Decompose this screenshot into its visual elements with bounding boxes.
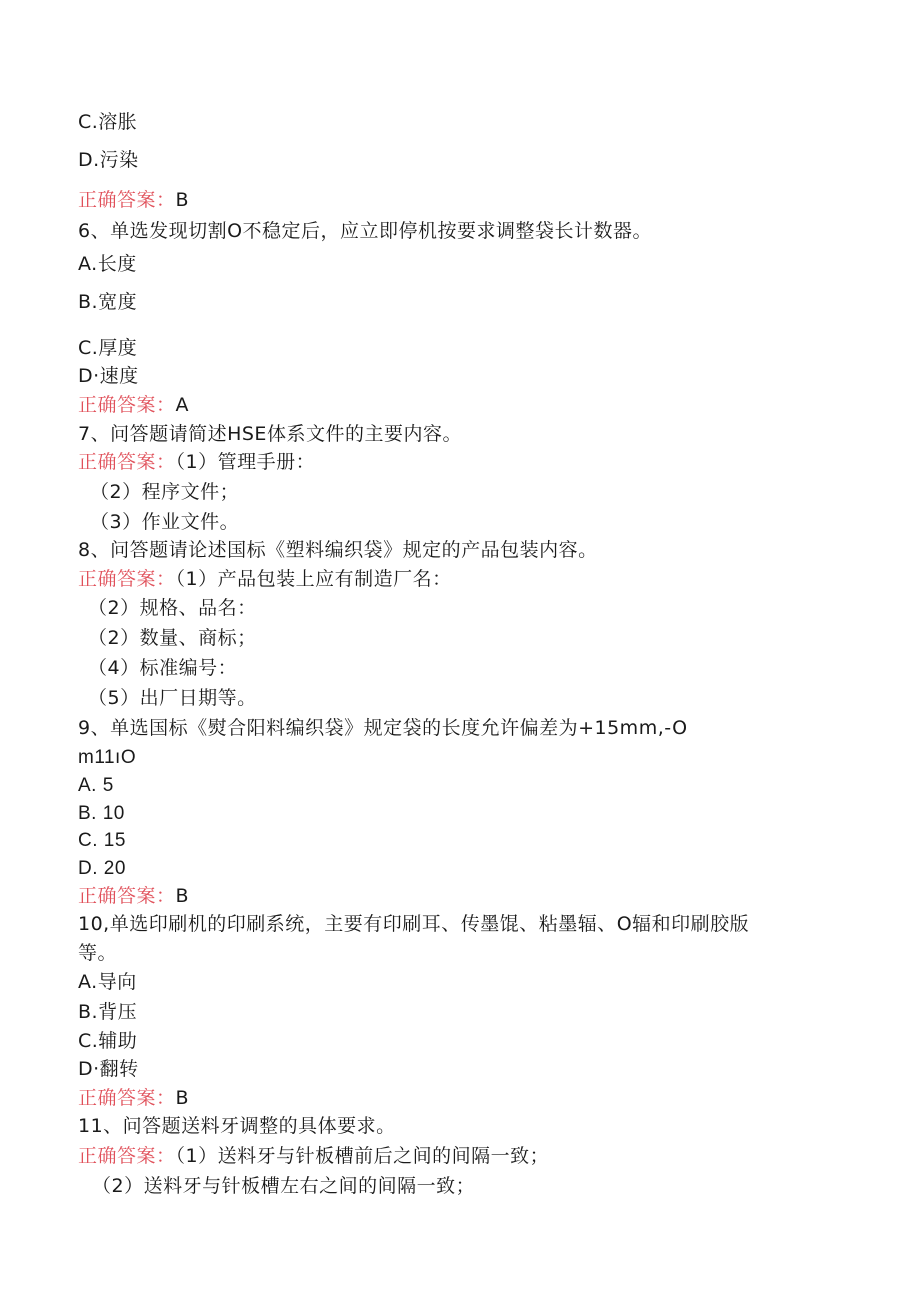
option-c: C. 15 [78,830,126,851]
answer-line [78,1086,189,1110]
answer-continuation: （2）规格、品名： [88,597,257,619]
answer-value: B [175,1087,190,1109]
answer-label: 正确答案： [78,451,176,473]
answer-line [78,567,452,591]
answer-value: （1）产品包装上应有制造厂名： [175,568,452,590]
option-c: C.厚度 [78,337,138,359]
answer-continuation: （2）送料牙与针板槽左右之间的间隔一致； [92,1175,476,1197]
question-7: 7、问答题请简述HSE体系文件的主要内容。 [78,423,462,445]
answer-value: （1）送料牙与针板槽前后之间的间隔一致； [175,1145,550,1167]
question-10: 10,单选印刷机的印刷系统，主要有印刷耳、传墨馄、粘墨辐、O辐和印刷胶版 [78,913,750,935]
option-a: A. 5 [78,775,114,796]
option-d: D.污染 [78,149,139,171]
answer-line [78,393,189,417]
option-d: D. 20 [78,858,126,879]
answer-value: A [175,394,190,416]
question-6: 6、单选发现切割O不稳定后，应立即停机按要求调整袋长计数器。 [78,220,653,242]
question-9-continuation: m11ıO [78,747,137,768]
question-11: 11、问答题送料牙调整的具体要求。 [78,1115,396,1137]
answer-label: 正确答案： [78,568,176,590]
option-c: C.辅助 [78,1030,138,1052]
question-9: 9、单选国标《熨合阳料编织袋》规定袋的长度允许偏差为+15mm,-O [78,717,688,739]
answer-label: 正确答案： [78,1087,176,1109]
option-b: B.背压 [78,1001,138,1023]
option-b: B. 10 [78,803,125,824]
question-10-continuation: 等。 [78,942,118,964]
answer-value: （1）管理手册： [175,451,316,473]
option-d: D·翻转 [78,1058,139,1080]
option-a: A.长度 [78,253,137,275]
answer-label: 正确答案： [78,1145,176,1167]
option-a: A.导向 [78,971,137,993]
answer-continuation: （5）出厂日期等。 [88,687,257,709]
answer-value: B [175,885,190,907]
answer-line [78,1144,549,1168]
answer-line [78,450,315,474]
answer-line [78,884,189,908]
answer-value: B [175,189,190,211]
option-c: C.溶胀 [78,111,138,133]
answer-continuation: （4）标准编号： [88,657,238,679]
answer-continuation: （3）作业文件。 [90,511,240,533]
answer-continuation: （2）数量、商标； [88,627,257,649]
answer-label: 正确答案： [78,394,176,416]
option-b: B.宽度 [78,291,138,313]
answer-label: 正确答案： [78,189,176,211]
answer-continuation: （2）程序文件； [90,481,240,503]
answer-line [78,188,189,212]
answer-label: 正确答案： [78,885,176,907]
question-8: 8、问答题请论述国标《塑料编织袋》规定的产品包装内容。 [78,539,598,561]
option-d: D·速度 [78,365,139,387]
